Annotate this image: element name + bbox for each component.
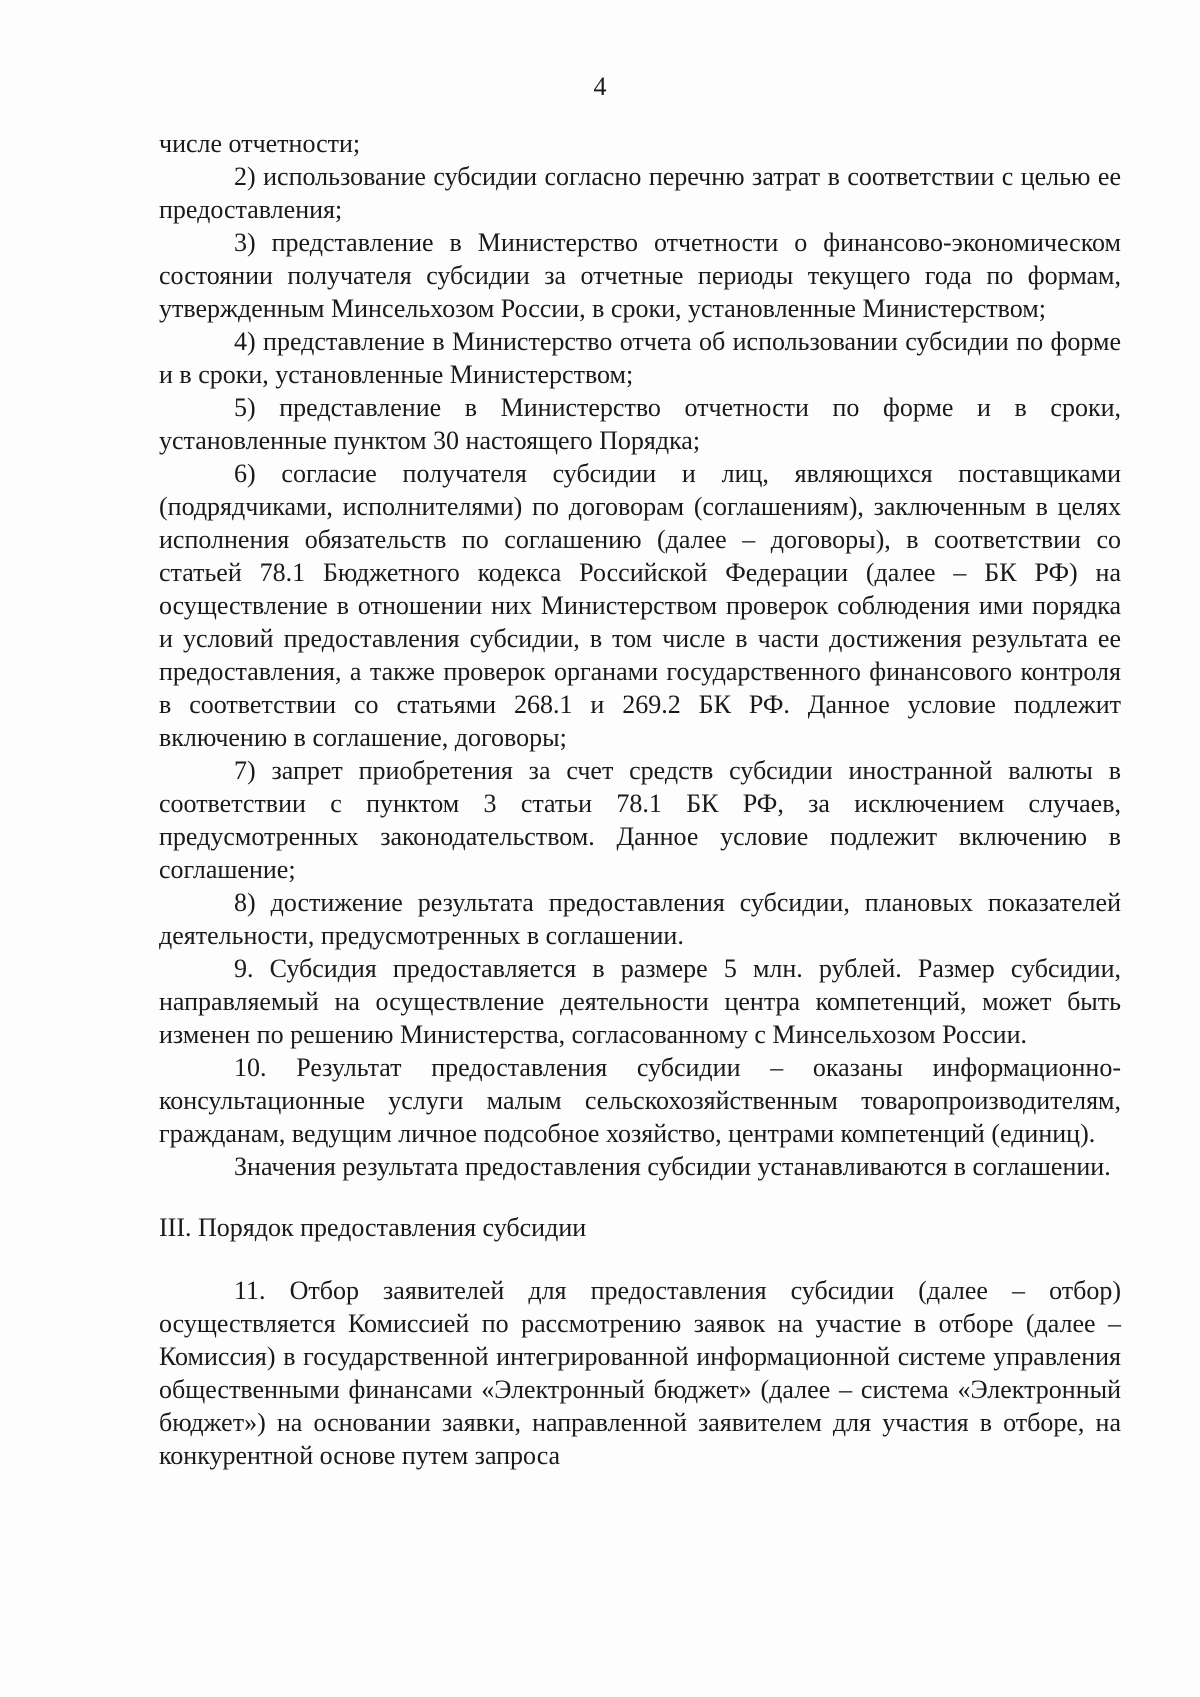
paragraph-clause-9: 9. Субсидия предоставляется в размере 5 млн. рублей. Размер субсидии, направляемый на осуществление деятельности центра компетенций, может быть изменен по решению Министерства, согласованному с Минсельхозом России.	[159, 954, 1121, 1049]
document-body	[159, 127, 1121, 1472]
paragraph-item-2: 2) использование субсидии согласно перечню затрат в соответствии с целью ее предоставления;	[159, 162, 1121, 224]
paragraph-item-8: 8) достижение результата предоставления субсидии, плановых показателей деятельности, предусмотренных в соглашении.	[159, 888, 1121, 950]
paragraph-item-5: 5) представление в Министерство отчетности по форме и в сроки, установленные пунктом 30 настоящего Порядка;	[159, 393, 1121, 455]
paragraph-clause-10: 10. Результат предоставления субсидии – оказаны информационно-консультационные услуги малым сельскохозяйственным товаропроизводителям, гражданам, ведущим личное подсобное хозяйство, центрами компетенций (единиц).	[159, 1053, 1121, 1148]
paragraph-result-values: Значения результата предоставления субсидии устанавливаются в соглашении.	[234, 1152, 1111, 1181]
paragraph-item-7: 7) запрет приобретения за счет средств субсидии иностранной валюты в соответствии с пунктом 3 статьи 78.1 БК РФ, за исключением случаев, предусмотренных законодательством. Данное условие подлежит включению в соглашение;	[159, 756, 1121, 884]
paragraph-item-3: 3) представление в Министерство отчетности о финансово-экономическом состоянии получателя субсидии за отчетные периоды текущего года по формам, утвержденным Минсельхозом России, в сроки, установленные Министерством;	[159, 228, 1121, 323]
paragraph-item-6: 6) согласие получателя субсидии и лиц, являющихся поставщиками (подрядчиками, исполнителями) по договорам (соглашениям), заключенным в целях исполнения обязательств по соглашению (далее – договоры), в соответствии со статьей 78.1 Бюджетного кодекса Российской Федерации (далее – БК РФ) на осуществление в отношении них Министерством проверок соблюдения ими порядка и условий предоставления субсидии, в том числе в части достижения результата ее предоставления, а также проверок органами государственного финансового контроля в соответствии со статьями 268.1 и 269.2 БК РФ. Данное условие подлежит включению в соглашение, договоры;	[159, 459, 1121, 752]
paragraph-continuation: числе отчетности;	[159, 129, 361, 158]
paragraph-item-4: 4) представление в Министерство отчета об использовании субсидии по форме и в сроки, установленные Министерством;	[159, 327, 1121, 389]
section-heading: III. Порядок предоставления субсидии	[159, 1213, 587, 1242]
paragraph-clause-11: 11. Отбор заявителей для предоставления субсидии (далее – отбор) осуществляется Комиссией по рассмотрению заявок на участие в отборе (далее – Комиссия) в государственной интегрированной информационной системе управления общественными финансами «Электронный бюджет» (далее – система «Электронный бюджет») на основании заявки, направленной заявителем для участия в отборе, на конкурентной основе путем запроса	[159, 1276, 1121, 1470]
page-number: 4	[593, 72, 607, 101]
